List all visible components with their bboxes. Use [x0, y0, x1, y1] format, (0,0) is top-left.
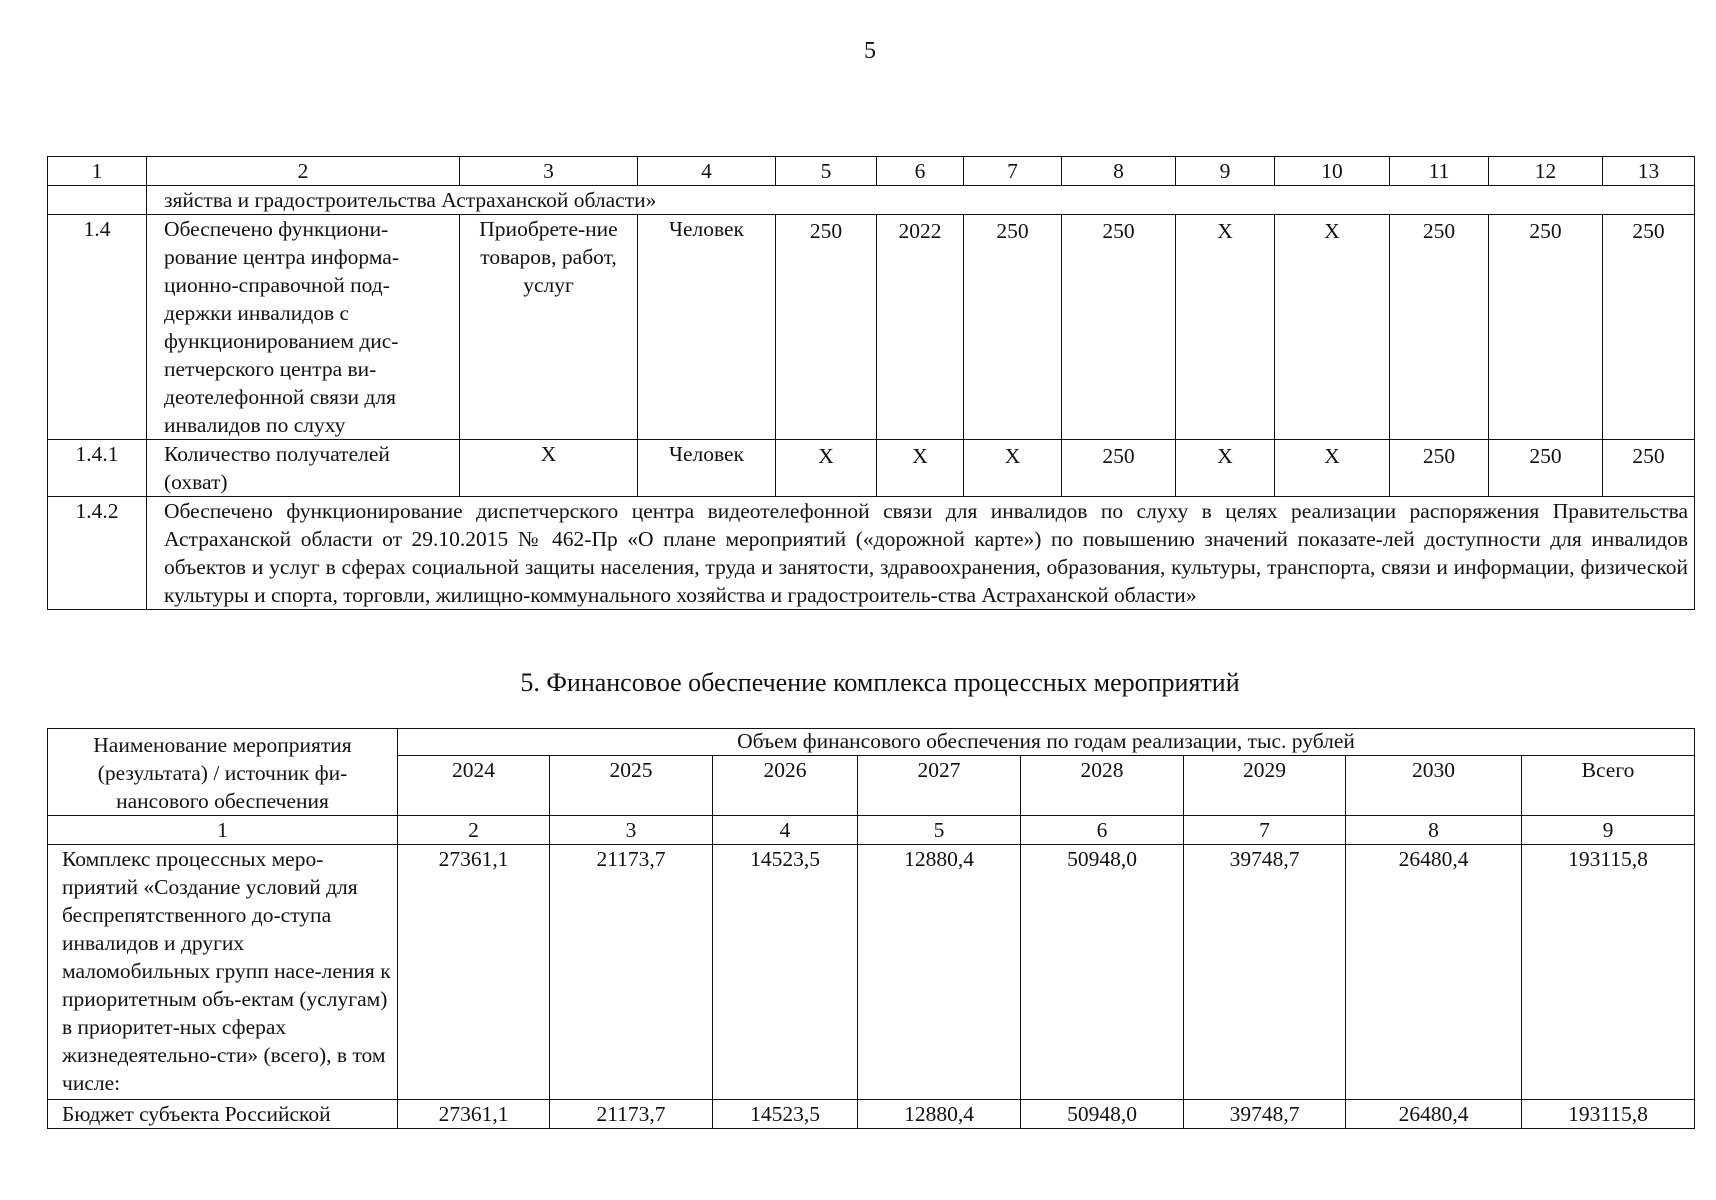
row-value: 250	[1390, 215, 1489, 440]
row-name: Бюджет субъекта Российской	[48, 1100, 398, 1129]
column-number: 12	[1489, 157, 1603, 186]
column-number: 7	[964, 157, 1062, 186]
row-value: 14523,5	[713, 845, 858, 1100]
column-number: 10	[1275, 157, 1390, 186]
column-number: 9	[1176, 157, 1275, 186]
row-value: 50948,0	[1021, 1100, 1184, 1129]
table-row	[48, 845, 1695, 1100]
row-value: 250	[1489, 440, 1603, 497]
year-header: 2024	[398, 755, 550, 815]
column-number: 3	[460, 157, 638, 186]
row-value: 21173,7	[550, 1100, 713, 1129]
group-header: Объем финансового обеспечения по годам реализации, тыс. рублей	[398, 729, 1695, 756]
column-number: 7	[1184, 816, 1346, 845]
column-number: 8	[1062, 157, 1176, 186]
row-description: Обеспечено функционирование диспетчерского центра видеотелефонной связи для инвалидов по слуху в целях реализации распоряжения Правительства Астраханской области от 29.10.2015 № 462-Пр «О плане мероприятий («дорожной карте») по повышению значений показате-лей доступности для инвалидов объектов и услуг в сферах социальной защиты населения, труда и занятости, здравоохранения, образования, культуры, транспорта, связи и информации, физической культуры и спорта, торговли, жилищно-коммунального хозяйства и градостроитель-ства Астраханской области»	[147, 497, 1695, 610]
row-value: 12880,4	[858, 1100, 1021, 1129]
table-row	[48, 440, 1695, 497]
row-value: 2022	[877, 215, 964, 440]
table-header-row	[48, 729, 1695, 756]
row-name: Комплекс процессных меро-приятий «Создание условий для беспрепятственного до-ступа инвалидов и других маломобильных групп насе-ления к приоритетным объ-ектам (услугам) в приоритет-ных сферах жизнедеятельно-сти» (всего), в том числе:	[48, 845, 398, 1100]
column-number: 4	[713, 816, 858, 845]
row-value: X	[1275, 440, 1390, 497]
row-value: 250	[1062, 440, 1176, 497]
row-value: 193115,8	[1522, 1100, 1695, 1129]
table-header-row	[48, 157, 1695, 186]
column-number: 13	[1603, 157, 1695, 186]
table-row	[48, 497, 1695, 610]
financing-table	[47, 728, 1695, 1129]
column-number: 8	[1346, 816, 1522, 845]
year-header: 2028	[1021, 755, 1184, 815]
row-value: 27361,1	[398, 845, 550, 1100]
column-number: 2	[398, 816, 550, 845]
row-type: X	[460, 440, 638, 497]
row-value: X	[776, 440, 877, 497]
column-number: 1	[48, 157, 147, 186]
row-value: 27361,1	[398, 1100, 550, 1129]
row-value: X	[964, 440, 1062, 497]
section-title: 5. Финансовое обеспечение комплекса процессных мероприятий	[520, 668, 1240, 697]
year-header: 2030	[1346, 755, 1522, 815]
row-unit: Человек	[638, 440, 776, 497]
name-column-header: Наименование мероприятия (результата) / источник фи-нансового обеспечения	[48, 729, 398, 816]
row-value: X	[1176, 215, 1275, 440]
year-header: 2026	[713, 755, 858, 815]
column-number: 1	[48, 816, 398, 845]
column-number: 4	[638, 157, 776, 186]
row-name: Обеспечено функциони-рование центра информа-ционно-справочной под-держки инвалидов с функционированием дис-петчерского центра ви-деотелефонной связи для инвалидов по слуху	[147, 215, 460, 440]
row-unit: Человек	[638, 215, 776, 440]
row-id: 1.4	[48, 215, 147, 440]
row-value: 26480,4	[1346, 845, 1522, 1100]
row-value: 39748,7	[1184, 1100, 1346, 1129]
row-value: 12880,4	[858, 845, 1021, 1100]
table-row	[48, 1100, 1695, 1129]
row-value: 193115,8	[1522, 845, 1695, 1100]
row-value: X	[1176, 440, 1275, 497]
row-value: 250	[1390, 440, 1489, 497]
row-id: 1.4.2	[48, 497, 147, 610]
row-value: 250	[1062, 215, 1176, 440]
row-value: 39748,7	[1184, 845, 1346, 1100]
row-type: Приобрете-ние товаров, работ, услуг	[460, 215, 638, 440]
row-value: X	[877, 440, 964, 497]
row-value: 21173,7	[550, 845, 713, 1100]
column-number-row	[48, 816, 1695, 845]
year-header: 2029	[1184, 755, 1346, 815]
column-number: 6	[1021, 816, 1184, 845]
column-number: 3	[550, 816, 713, 845]
column-number: 11	[1390, 157, 1489, 186]
indicators-table	[47, 156, 1695, 610]
row-id: 1.4.1	[48, 440, 147, 497]
row-name: Количество получателей (охват)	[147, 440, 460, 497]
column-number: 2	[147, 157, 460, 186]
table-row	[48, 215, 1695, 440]
continuation-text: зяйства и градостроительства Астраханской области»	[147, 186, 1695, 215]
row-value: 250	[1489, 215, 1603, 440]
continuation-row	[48, 186, 1695, 215]
column-number: 6	[877, 157, 964, 186]
total-header: Всего	[1522, 755, 1695, 815]
page-number: 5	[864, 38, 876, 64]
column-number: 5	[858, 816, 1021, 845]
row-value: 14523,5	[713, 1100, 858, 1129]
row-value: 250	[1603, 215, 1695, 440]
row-value: 50948,0	[1021, 845, 1184, 1100]
year-header: 2025	[550, 755, 713, 815]
row-value: 26480,4	[1346, 1100, 1522, 1129]
row-value: 250	[1603, 440, 1695, 497]
column-number: 9	[1522, 816, 1695, 845]
row-value: 250	[964, 215, 1062, 440]
row-value: X	[1275, 215, 1390, 440]
row-value: 250	[776, 215, 877, 440]
year-header: 2027	[858, 755, 1021, 815]
column-number: 5	[776, 157, 877, 186]
